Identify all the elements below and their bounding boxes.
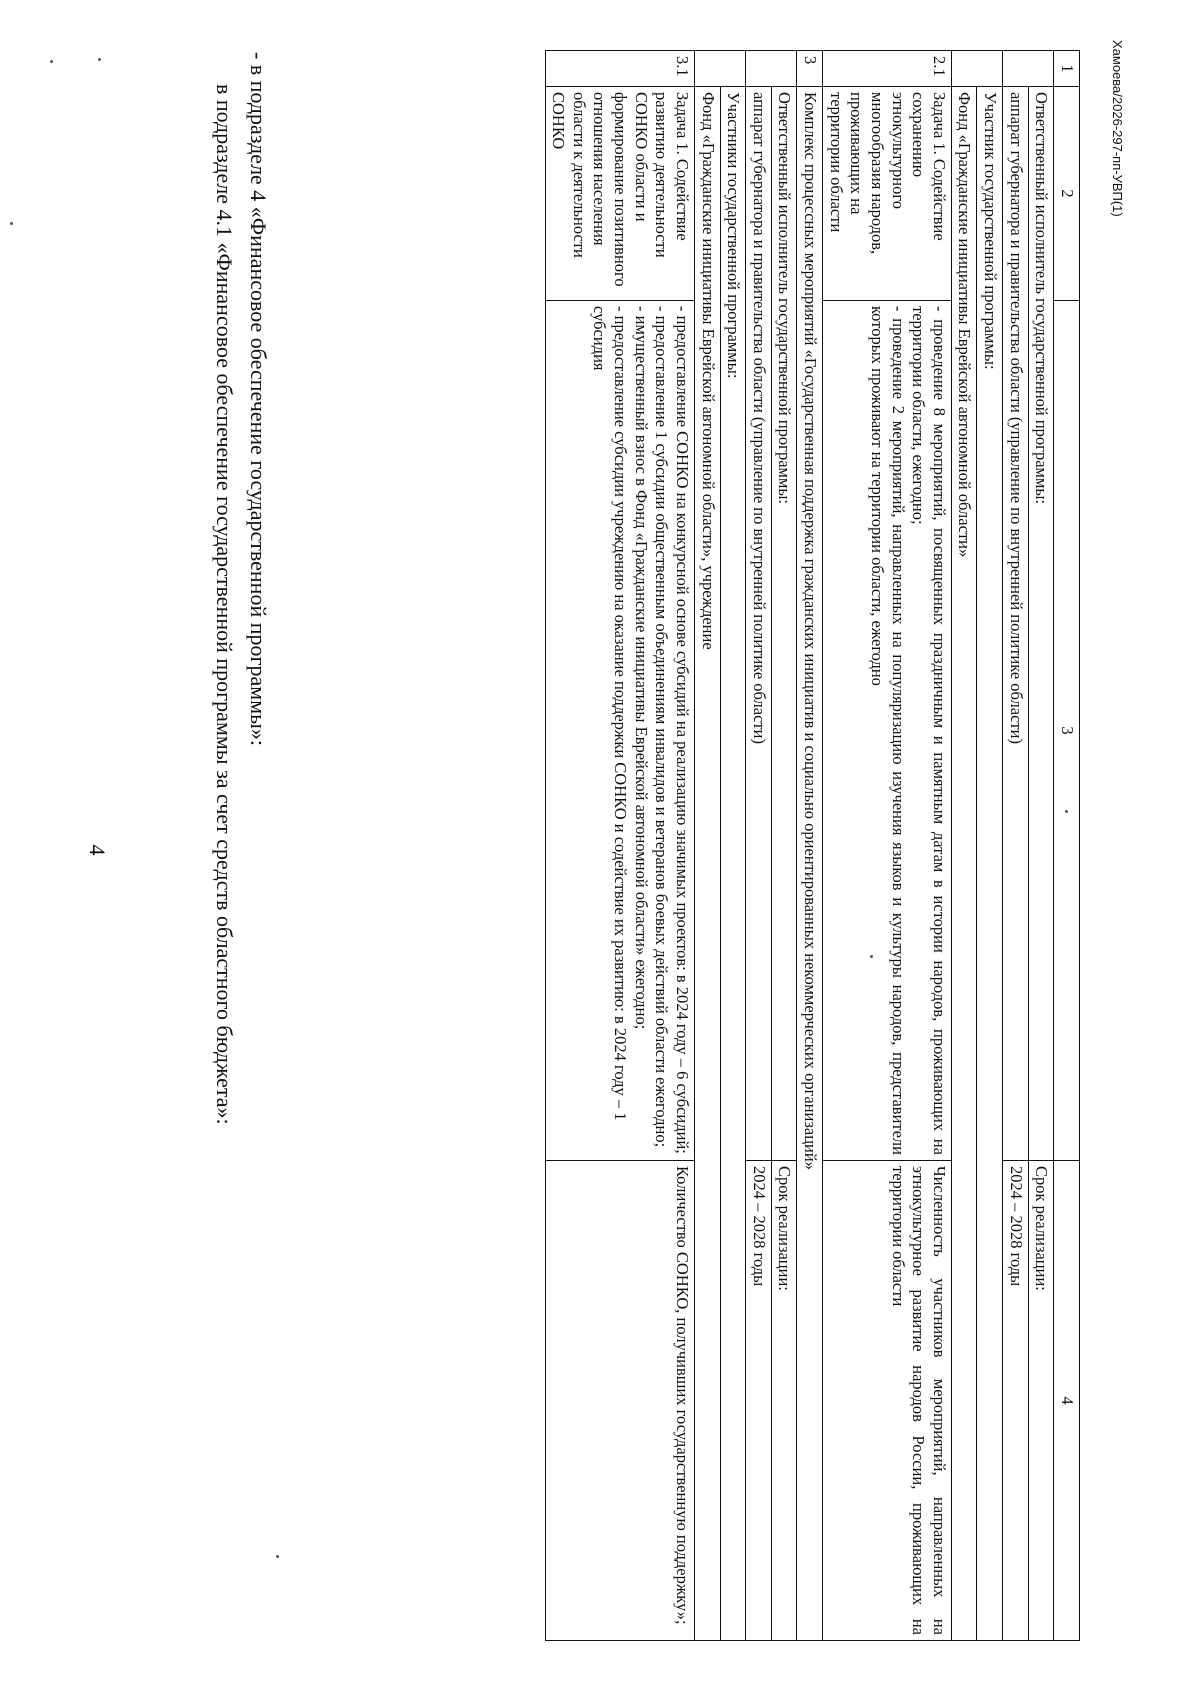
measure-line: - предоставление 1 субсидии общественным объединениям инвалидов и ветеранов боевых действий области ежегодно; — [652, 306, 672, 1148]
row-number: 3.1 — [545, 51, 694, 87]
header-cell: 3 — [1054, 301, 1080, 1161]
table-row — [771, 51, 797, 1641]
rotated-page — [40, 40, 1140, 1660]
table-cell: Участник государственной программы: — [977, 87, 1003, 1641]
table-cell: Срок реализации: — [771, 1161, 797, 1641]
measure-line: - предоставление субсидии учреждению на оказание поддержки СОНКО и содействие их развитию: в 2024 году – 1 субсидия — [590, 306, 631, 1121]
table-cell — [951, 51, 1002, 87]
table-cell: Участники государственной программы: — [720, 87, 746, 1641]
table-cell: Срок реализации: — [1028, 1161, 1054, 1641]
scan-speck — [98, 58, 101, 61]
scan-speck — [870, 955, 873, 958]
table-cell: 2024 – 2028 годы — [746, 1161, 772, 1641]
table-row — [951, 51, 977, 1641]
section-title: Комплекс процессных мероприятий «Государственная поддержка гражданских инициатив и социально ориентированных некоммерческих организаций» — [797, 87, 823, 1641]
table-cell: аппарат губернатора и правительства области (управление по внутренней политике области) — [1003, 87, 1029, 1161]
program-table — [545, 50, 1080, 1641]
table-row — [1028, 51, 1054, 1641]
table-row-task — [823, 51, 952, 1641]
table-cell: Фонд «Гражданские инициативы Еврейской автономной области» — [951, 87, 977, 1641]
table-row — [695, 51, 721, 1641]
table-cell — [695, 51, 746, 87]
table-row — [977, 51, 1003, 1641]
row-number: 3 — [797, 51, 823, 87]
table-row-section — [797, 51, 823, 1641]
measure-line: - предоставление СОНКО на конкурсной основе субсидий на реализацию значимых проектов: в 2024 году – 6 субсидий; — [673, 306, 692, 1154]
measures-cell — [823, 301, 952, 1161]
task-cell: Задача 1. Содействие сохранению этнокультурного многообразия народов, проживающих на территории области — [823, 87, 952, 301]
table-cell — [746, 51, 797, 87]
scan-speck — [50, 60, 53, 63]
scan-speck — [1065, 810, 1068, 813]
table-cell: аппарат губернатора и правительства области (управление по внутренней политике области) — [746, 87, 772, 1161]
table-header-row — [1054, 51, 1080, 1641]
measures-cell — [545, 301, 694, 1161]
scan-speck — [276, 1555, 279, 1558]
footer-id: Хамоева/2026-297-пп-УВП(1) — [1110, 40, 1125, 217]
table-row — [746, 51, 772, 1641]
table-cell: Фонд «Гражданские инициативы Еврейской автономной области», учреждение — [695, 87, 721, 1641]
table-cell: Ответственный исполнитель государственной программы: — [771, 87, 797, 1161]
page-number: 4 — [85, 844, 110, 856]
table-row — [720, 51, 746, 1641]
table-row-task — [545, 51, 694, 1641]
table-cell — [1003, 51, 1054, 87]
amendment-line: в подразделе 4.1 «Финансовое обеспечение государственной программы за счет средств областного бюджета»: — [212, 84, 237, 1125]
measure-line: - проведение 8 мероприятий, посвященных праздничным и памятным датам в истории народов, проживающих на территории области, ежегодно; — [909, 306, 949, 1155]
header-cell: 4 — [1054, 1161, 1080, 1641]
table-row — [1003, 51, 1029, 1641]
measure-line: - проведение 2 мероприятий, направленных на популяризацию изучения языков и культуры народов, представители которых проживают на территории области, ежегодно — [868, 306, 908, 1155]
header-cell: 1 — [1054, 51, 1080, 87]
indicator-cell: Численность участников мероприятий, направленных на этнокультурное развитие народов России, проживающих на территории области — [823, 1161, 952, 1641]
scan-speck — [10, 222, 13, 225]
amendment-text — [207, 40, 275, 1630]
table-cell: 2024 – 2028 годы — [1003, 1161, 1029, 1641]
measure-line: - имущественный взнос в Фонд «Гражданские инициативы Еврейской автономной области» ежегодно; — [631, 306, 651, 1030]
amendment-line: - в подразделе 4 «Финансовое обеспечение государственной программы»: — [246, 52, 271, 747]
indicator-cell: Количество СОНКО, получивших государственную поддержку»; — [545, 1161, 694, 1641]
task-cell: Задача 1. Содействие развитию деятельности СОНКО области и формирование позитивного отношения населения области к деятельности СОНКО — [545, 87, 694, 301]
row-number: 2.1 — [823, 51, 952, 87]
table-cell: Ответственный исполнитель государственной программы: — [1028, 87, 1054, 1161]
header-cell: 2 — [1054, 87, 1080, 301]
